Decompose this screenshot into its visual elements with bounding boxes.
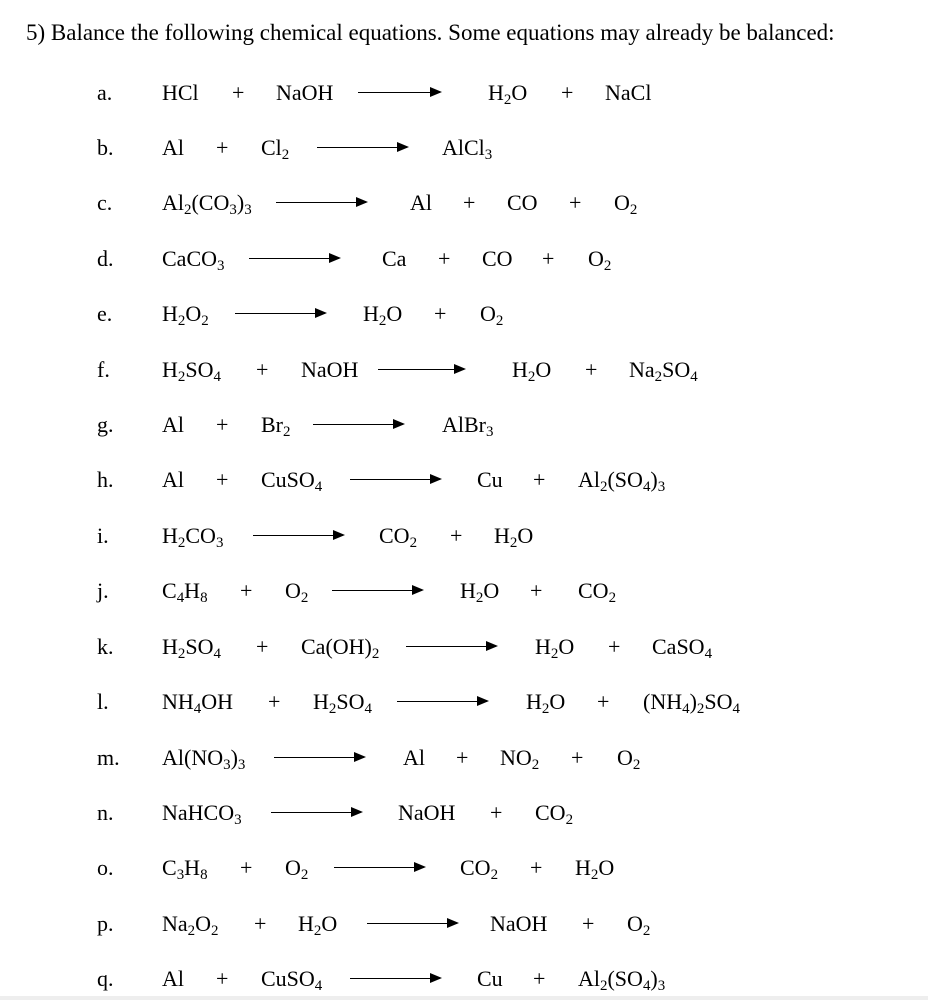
page-bottom-edge bbox=[0, 996, 928, 1000]
reaction-arrow-icon bbox=[332, 590, 422, 591]
equation-letter: f. bbox=[97, 357, 110, 382]
equation-row bbox=[0, 523, 928, 563]
chemical-formula: Al bbox=[162, 966, 184, 991]
plus-sign: + bbox=[542, 246, 555, 271]
reaction-arrow-icon bbox=[367, 923, 457, 924]
equation-letter: o. bbox=[97, 855, 114, 880]
plus-sign: + bbox=[216, 966, 229, 991]
equation-row bbox=[0, 634, 928, 674]
plus-sign: + bbox=[256, 634, 269, 659]
reaction-arrow-icon bbox=[350, 479, 440, 480]
equation-letter: a. bbox=[97, 80, 113, 105]
equation-row bbox=[0, 246, 928, 286]
plus-sign: + bbox=[571, 745, 584, 770]
reaction-arrow-icon bbox=[350, 978, 440, 979]
chemical-formula: $Al(NO_3)_3$ bbox=[162, 745, 246, 774]
plus-sign: + bbox=[216, 467, 229, 492]
plus-sign: + bbox=[597, 689, 610, 714]
equation-letter: d. bbox=[97, 246, 114, 271]
chemical-formula: $C_4H_8$ bbox=[162, 578, 208, 607]
plus-sign: + bbox=[561, 80, 574, 105]
chemical-formula: CaSO$_4$ bbox=[652, 634, 713, 663]
equation-letter: p. bbox=[97, 911, 114, 936]
chemical-formula: $O_2$ bbox=[617, 745, 641, 774]
chemical-formula: CuSO$_4$ bbox=[261, 966, 323, 995]
equation-letter: c. bbox=[97, 190, 113, 215]
equation-letter: e. bbox=[97, 301, 113, 326]
chemical-formula: $NH_4OH$ bbox=[162, 689, 234, 718]
equation-letter: h. bbox=[97, 467, 114, 492]
chemical-formula: CO bbox=[482, 246, 513, 271]
plus-sign: + bbox=[490, 800, 503, 825]
chemical-formula: NaHCO$_3$ bbox=[162, 800, 242, 829]
reaction-arrow-icon bbox=[313, 424, 403, 425]
reaction-arrow-icon bbox=[358, 92, 440, 93]
chemical-formula: $H_2O$ bbox=[526, 689, 566, 718]
chemical-formula: $O_2$ bbox=[627, 911, 651, 940]
equation-letter: k. bbox=[97, 634, 114, 659]
plus-sign: + bbox=[456, 745, 469, 770]
chemical-formula: $Al_2(SO_4)_3$ bbox=[578, 467, 666, 496]
equation-row bbox=[0, 689, 928, 729]
chemical-formula: $O_2$ bbox=[588, 246, 612, 275]
plus-sign: + bbox=[533, 966, 546, 991]
equation-row bbox=[0, 800, 928, 840]
plus-sign: + bbox=[608, 634, 621, 659]
plus-sign: + bbox=[240, 855, 253, 880]
chemical-formula: Al bbox=[162, 467, 184, 492]
equation-row bbox=[0, 357, 928, 397]
equation-row bbox=[0, 966, 928, 1006]
equation-letter: n. bbox=[97, 800, 114, 825]
equation-row bbox=[0, 135, 928, 175]
reaction-arrow-icon bbox=[397, 701, 487, 702]
equation-letter: l. bbox=[97, 689, 109, 714]
plus-sign: + bbox=[530, 855, 543, 880]
chemical-formula: $H_2SO_4$ bbox=[162, 634, 221, 663]
chemical-formula: HCl bbox=[162, 80, 199, 105]
chemical-formula: $H_2O$ bbox=[460, 578, 500, 607]
equation-row bbox=[0, 467, 928, 507]
equation-row bbox=[0, 412, 928, 452]
chemical-formula: $(NH_4)_2SO_4$ bbox=[643, 689, 741, 718]
reaction-arrow-icon bbox=[271, 812, 361, 813]
problem-title: 5) Balance the following chemical equations. Some equations may already be balanced: bbox=[26, 20, 835, 45]
chemical-formula: $H_2SO_4$ bbox=[313, 689, 372, 718]
chemical-formula: $Br_2$ bbox=[261, 412, 291, 441]
chemical-formula: $H_2O$ bbox=[512, 357, 552, 386]
chemical-formula: Al bbox=[410, 190, 432, 215]
chemical-formula: $H_2SO_4$ bbox=[162, 357, 221, 386]
plus-sign: + bbox=[254, 911, 267, 936]
plus-sign: + bbox=[582, 911, 595, 936]
plus-sign: + bbox=[256, 357, 269, 382]
chemical-formula: $Al_2(CO_3)_3$ bbox=[162, 190, 252, 219]
plus-sign: + bbox=[585, 357, 598, 382]
equation-row bbox=[0, 190, 928, 230]
reaction-arrow-icon bbox=[249, 258, 339, 259]
plus-sign: + bbox=[569, 190, 582, 215]
chemical-formula: $CO_2$ bbox=[535, 800, 574, 829]
reaction-arrow-icon bbox=[274, 757, 364, 758]
chemical-formula: $Ca(OH)_2$ bbox=[301, 634, 380, 663]
chemical-formula: $O_2$ bbox=[480, 301, 504, 330]
reaction-arrow-icon bbox=[317, 147, 407, 148]
chemical-formula: NaOH bbox=[301, 357, 359, 382]
chemical-formula: Cu bbox=[477, 966, 503, 991]
chemical-formula: $H_2O_2$ bbox=[162, 301, 209, 330]
equation-letter: g. bbox=[97, 412, 114, 437]
chemical-formula: $NO_2$ bbox=[500, 745, 540, 774]
equation-row bbox=[0, 911, 928, 951]
equation-letter: q. bbox=[97, 966, 114, 991]
plus-sign: + bbox=[533, 467, 546, 492]
chemical-formula: CuSO$_4$ bbox=[261, 467, 323, 496]
chemical-formula: NaOH bbox=[490, 911, 548, 936]
chemical-formula: $H_2O$ bbox=[298, 911, 338, 940]
chemical-formula: $H_2O$ bbox=[535, 634, 575, 663]
plus-sign: + bbox=[530, 578, 543, 603]
chemical-formula: $H_2O$ bbox=[363, 301, 403, 330]
chemical-formula: NaOH bbox=[398, 800, 456, 825]
chemical-formula: $H_2O$ bbox=[575, 855, 615, 884]
plus-sign: + bbox=[216, 412, 229, 437]
chemical-formula: NaCl bbox=[605, 80, 652, 105]
chemical-formula: $CO_2$ bbox=[379, 523, 418, 552]
chemical-formula: $CO_2$ bbox=[460, 855, 499, 884]
chemical-formula: Al bbox=[403, 745, 425, 770]
equation-letter: j. bbox=[97, 578, 109, 603]
chemical-formula: $O_2$ bbox=[285, 578, 309, 607]
chemical-formula: $C_3H_8$ bbox=[162, 855, 208, 884]
plus-sign: + bbox=[232, 80, 245, 105]
chemical-formula: AlCl$_3$ bbox=[442, 135, 493, 164]
chemical-formula: CaCO$_3$ bbox=[162, 246, 225, 275]
chemical-formula: Ca bbox=[382, 246, 407, 271]
equation-row bbox=[0, 855, 928, 895]
chemical-formula: $O_2$ bbox=[285, 855, 309, 884]
chemical-formula: CO bbox=[507, 190, 538, 215]
plus-sign: + bbox=[268, 689, 281, 714]
plus-sign: + bbox=[463, 190, 476, 215]
chemical-formula: $Al_2(SO_4)_3$ bbox=[578, 966, 666, 995]
equation-letter: i. bbox=[97, 523, 109, 548]
chemical-formula: $CO_2$ bbox=[578, 578, 617, 607]
plus-sign: + bbox=[216, 135, 229, 160]
equation-letter: m. bbox=[97, 745, 120, 770]
chemical-formula: NaOH bbox=[276, 80, 334, 105]
chemical-formula: Cu bbox=[477, 467, 503, 492]
chemical-formula: $H_2O$ bbox=[488, 80, 528, 109]
chemical-formula: $Cl_2$ bbox=[261, 135, 290, 164]
equation-row bbox=[0, 578, 928, 618]
equation-row bbox=[0, 301, 928, 341]
chemical-formula: AlBr$_3$ bbox=[442, 412, 494, 441]
reaction-arrow-icon bbox=[406, 646, 496, 647]
plus-sign: + bbox=[450, 523, 463, 548]
plus-sign: + bbox=[240, 578, 253, 603]
chemical-formula: Al bbox=[162, 135, 184, 160]
chemical-formula: $H_2O$ bbox=[494, 523, 534, 552]
chemical-formula: $H_2CO_3$ bbox=[162, 523, 224, 552]
reaction-arrow-icon bbox=[253, 535, 343, 536]
reaction-arrow-icon bbox=[235, 313, 325, 314]
equation-letter: b. bbox=[97, 135, 114, 160]
equation-row bbox=[0, 80, 928, 120]
plus-sign: + bbox=[438, 246, 451, 271]
reaction-arrow-icon bbox=[334, 867, 424, 868]
plus-sign: + bbox=[434, 301, 447, 326]
equation-row bbox=[0, 745, 928, 785]
chemical-formula: Al bbox=[162, 412, 184, 437]
chemical-formula: $Na_2O_2$ bbox=[162, 911, 219, 940]
reaction-arrow-icon bbox=[378, 369, 464, 370]
chemical-formula: $O_2$ bbox=[614, 190, 638, 219]
reaction-arrow-icon bbox=[276, 202, 366, 203]
chemical-formula: $Na_2SO_4$ bbox=[629, 357, 698, 386]
